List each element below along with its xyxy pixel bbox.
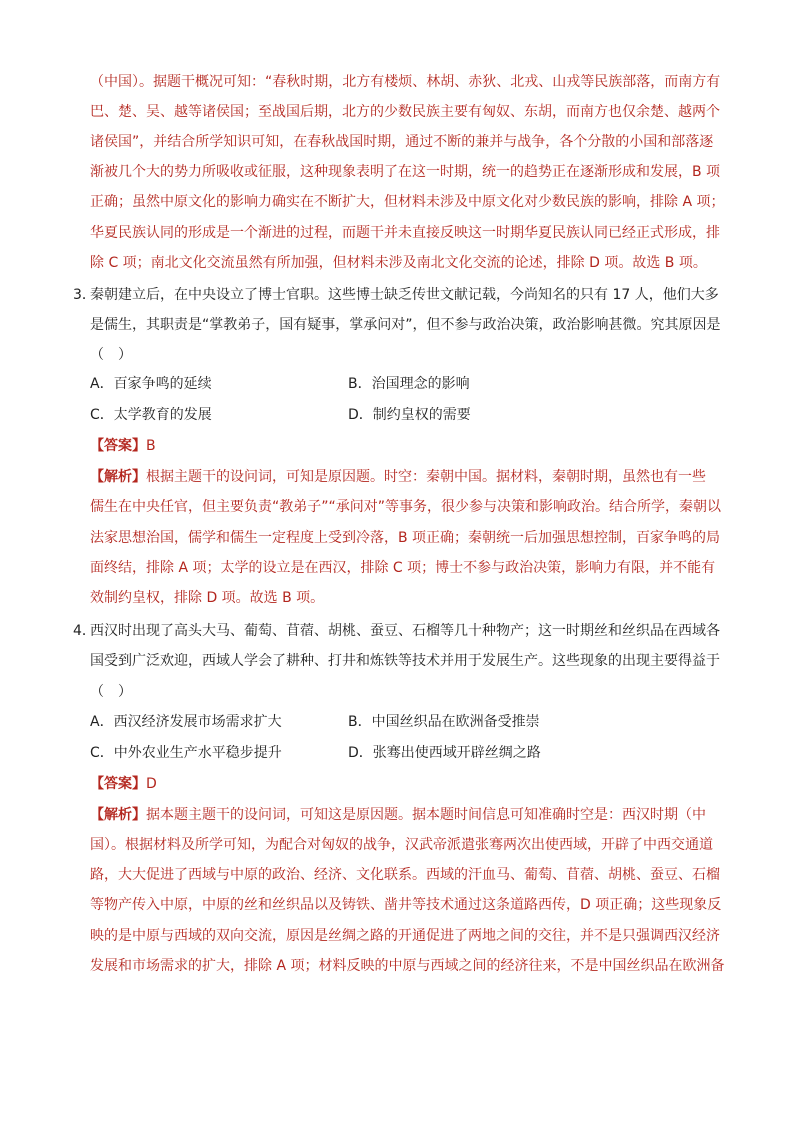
option-d[interactable]: D．张骞出使西域开辟丝绸之路: [348, 745, 541, 761]
analysis-text: 根据主题干的设问词，可知是原因题。时空：秦朝中国。据材料，秦朝时期，虽然也有一些: [146, 469, 706, 485]
answer-line: [90, 773, 730, 795]
question-stem-line: （ ）: [90, 347, 132, 363]
analysis-line: 华夏民族认同的形成是一个渐进的过程，而题干并未直接反映这一时期华夏民族认同已经正式形成，排: [90, 225, 720, 241]
analysis-line: 映的是中原与西域的双向交流，原因是丝绸之路的开通促进了两地之间的交往，并不是只强调西汉经济: [90, 928, 720, 944]
analysis-line: 国）。根据材料及所学可知，为配合对匈奴的战争，汉武帝派遣张骞两次出使西域，开辟了中西交通道: [90, 837, 713, 853]
analysis-line: 效制约皇权，排除 D 项。故选 B 项。: [90, 590, 325, 606]
option-c[interactable]: C．中外农业生产水平稳步提升: [90, 745, 282, 761]
analysis-line: 等物产传入中原，中原的丝和丝织品以及铸铁、凿井等技术通过这条道路西传，D 项正确；这些现象反: [90, 897, 722, 913]
option-a[interactable]: A．西汉经济发展市场需求扩大: [90, 714, 282, 730]
option-a[interactable]: A．百家争鸣的延续: [90, 376, 212, 392]
answer-line: [90, 435, 730, 457]
question-number: 4．: [73, 623, 96, 639]
answer-tag: 【答案】: [90, 438, 146, 454]
analysis-line: 面终结，排除 A 项；太学的设立是在西汉，排除 C 项；博士不参与政治决策，影响力有限，并不能有: [90, 560, 716, 576]
question-stem-line: 是儒生，其职责是“掌教弟子，国有疑事，掌承问对”，但不参与政治决策，政治影响甚微。究其原因是: [90, 317, 721, 333]
answer-value: D: [146, 776, 157, 792]
analysis-line: 除 C 项；南北文化交流虽然有所加强，但材料未涉及南北文化交流的论述，排除 D 项。故选 B 项。: [90, 255, 707, 271]
question-stem-line: 秦朝建立后，在中央设立了博士官职。这些博士缺乏传世文献记载，今尚知名的只有 17 人，他们大多: [90, 287, 719, 303]
question-stem-line: 西汉时出现了高头大马、葡萄、苜蓿、胡桃、蚕豆、石榴等几十种物产；这一时期丝和丝织品在西域各: [90, 623, 720, 639]
analysis-line: 渐被几个大的势力所吸收或征服，这种现象表明了在这一时期，统一的趋势正在逐渐形成和发展，B 项: [90, 164, 721, 180]
analysis-line: 发展和市场需求的扩大，排除 A 项；材料反映的中原与西域之间的经济往来，不是中国丝织品在欧洲备: [90, 958, 725, 974]
analysis-text: 据本题主题干的设问词，可知这是原因题。据本题时间信息可知准确时空是：西汉时期（中: [146, 807, 706, 823]
analysis-line: （中国）。据题干概况可知：“春秋时期，北方有楼烦、林胡、赤狄、北戎、山戎等民族部落，而南方有: [90, 74, 721, 90]
answer-value: B: [146, 438, 156, 454]
analysis-line: 正确；虽然中原文化的影响力确实在不断扩大，但材料未涉及中原文化对少数民族的影响，排除 A 项；: [90, 194, 725, 210]
question-stem-line: 国受到广泛欢迎，西域人学会了耕种、打井和炼铁等技术并用于发展生产。这些现象的出现主要得益于: [90, 653, 720, 669]
analysis-line: 儒生在中央任官，但主要负责“教弟子”“承问对”等事务，很少参与决策和影响政治。结合所学，秦朝以: [90, 499, 722, 515]
analysis-line: [90, 466, 730, 488]
analysis-line: 诸侯国”，并结合所学知识可知，在春秋战国时期，通过不断的兼并与战争，各个分散的小国和部落逐: [90, 134, 714, 150]
analysis-line: [90, 804, 730, 826]
option-b[interactable]: B．中国丝织品在欧洲备受推崇: [348, 714, 540, 730]
answer-tag: 【答案】: [90, 776, 146, 792]
analysis-tag: 【解析】: [90, 807, 146, 823]
question-stem-line: （ ）: [90, 684, 132, 700]
option-c[interactable]: C．太学教育的发展: [90, 407, 212, 423]
question-number: 3．: [73, 287, 96, 303]
option-b[interactable]: B．治国理念的影响: [348, 376, 470, 392]
analysis-line: 法家思想治国，儒学和儒生一定程度上受到冷落，B 项正确；秦朝统一后加强思想控制，百家争鸣的局: [90, 530, 721, 546]
analysis-tag: 【解析】: [90, 469, 146, 485]
analysis-line: 巴、楚、吴、越等诸侯国；至战国后期，北方的少数民族主要有匈奴、东胡，而南方也仅余楚、越两个: [90, 104, 720, 120]
option-d[interactable]: D．制约皇权的需要: [348, 407, 471, 423]
analysis-line: 路，大大促进了西域与中原的政治、经济、文化联系。西域的汗血马、葡萄、苜蓿、胡桃、蚕豆、石榴: [90, 867, 720, 883]
